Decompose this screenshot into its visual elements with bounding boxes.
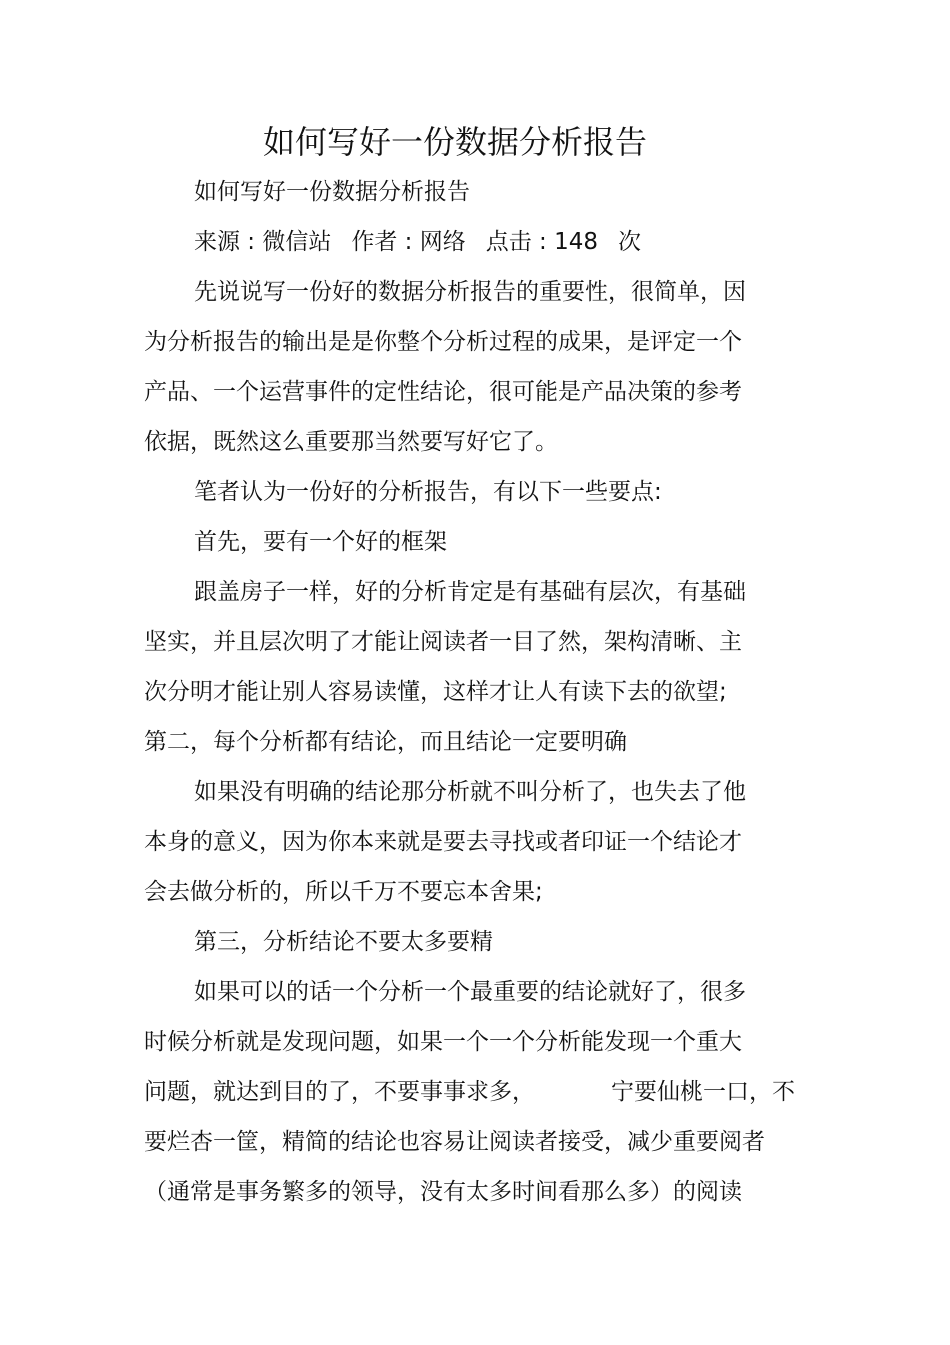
section-heading: 第二，每个分析都有结论，而且结论一定要明确 <box>144 729 627 755</box>
document-subtitle: 如何写好一份数据分析报告 <box>194 179 470 205</box>
meta-source: 来源 : 微信站 <box>194 229 332 255</box>
paragraph-line <box>144 1075 795 1109</box>
paragraph-line: 先说说写一份好的数据分析报告的重要性，很简单，因 <box>194 279 746 305</box>
paragraph-line-part: 宁要仙桃一口，不 <box>611 1079 795 1105</box>
document-title: 如何写好一份数据分析报告 <box>262 123 647 161</box>
paragraph-line-part: 问题，就达到目的了，不要事事求多， <box>144 1079 535 1105</box>
paragraph-line: 如果没有明确的结论那分析就不叫分析了，也失去了他 <box>194 779 746 805</box>
paragraph-line: 跟盖房子一样，好的分析肯定是有基础有层次，有基础 <box>194 579 746 605</box>
paragraph-line: （通常是事务繁多的领导，没有太多时间看那么多）的阅读 <box>144 1179 742 1205</box>
paragraph-line: 为分析报告的输出是是你整个分析过程的成果，是评定一个 <box>144 329 742 355</box>
paragraph-line: 坚实，并且层次明了才能让阅读者一目了然，架构清晰、主 <box>144 629 742 655</box>
paragraph-line: 本身的意义，因为你本来就是要去寻找或者印证一个结论才 <box>144 829 742 855</box>
paragraph-line: 依据，既然这么重要那当然要写好它了。 <box>144 429 558 455</box>
paragraph-line: 时候分析就是发现问题，如果一个一个分析能发现一个重大 <box>144 1029 742 1055</box>
section-heading: 第三，分析结论不要太多要精 <box>194 929 493 955</box>
meta-clicks: 点击 : 148 <box>485 229 599 255</box>
meta-line <box>194 225 641 259</box>
paragraph-line: 如果可以的话一个分析一个最重要的结论就好了，很多 <box>194 979 746 1005</box>
section-heading: 首先，要有一个好的框架 <box>194 529 447 555</box>
meta-author: 作者 : 网络 <box>351 229 466 255</box>
paragraph-line: 产品、一个运营事件的定性结论，很可能是产品决策的参考 <box>144 379 742 405</box>
paragraph-line: 笔者认为一份好的分析报告，有以下一些要点: <box>194 479 662 505</box>
paragraph-line: 次分明才能让别人容易读懂，这样才让人有读下去的欲望; <box>144 679 727 705</box>
paragraph-line: 会去做分析的，所以千万不要忘本舍果; <box>144 879 543 905</box>
paragraph-line: 要烂杏一筐，精简的结论也容易让阅读者接受，减少重要阅者 <box>144 1129 765 1155</box>
meta-unit: 次 <box>618 229 642 255</box>
